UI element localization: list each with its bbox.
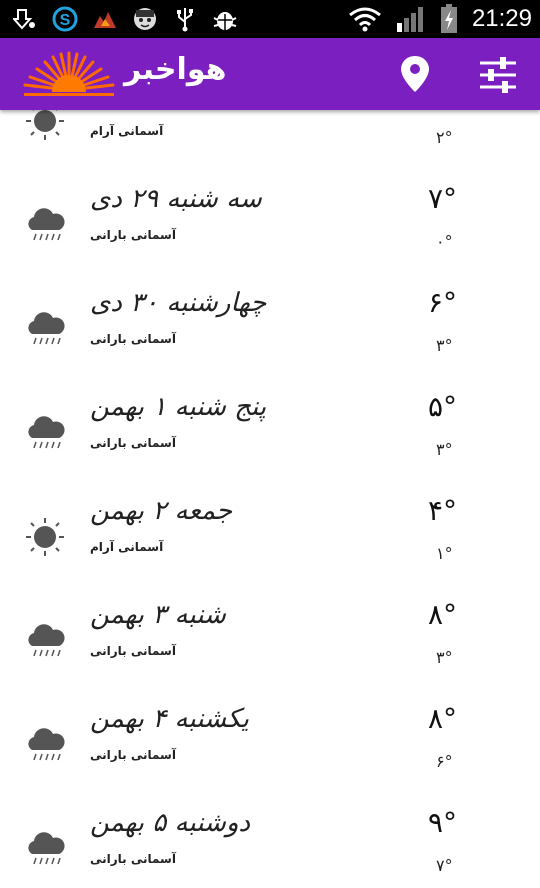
app-bar — [0, 38, 540, 110]
settings-button[interactable] — [478, 56, 518, 94]
forecast-day — [90, 110, 380, 124]
forecast-min-temp: ۶° — [436, 752, 453, 771]
settings-sliders-icon — [478, 56, 518, 94]
forecast-max-temp: ۶° — [428, 286, 458, 319]
forecast-min-temp: ۰° — [436, 232, 453, 251]
forecast-min-temp: ۲° — [436, 128, 453, 147]
forecast-description: آسمانی بارانی — [90, 228, 176, 242]
android-debug-icon — [212, 6, 238, 32]
forecast-day: سه شنبه ۲۹ دی — [90, 184, 262, 214]
forecast-day: پنج شنبه ۱ بهمن — [90, 392, 267, 422]
forecast-description: آسمانی بارانی — [90, 644, 176, 658]
forecast-max-temp: ۴° — [428, 494, 458, 527]
sun-icon — [24, 516, 66, 558]
battery-charging-icon — [440, 6, 458, 32]
forecast-description: آسمانی آرام — [90, 540, 164, 554]
location-button[interactable] — [396, 54, 434, 94]
forecast-min-temp: ۳° — [436, 440, 453, 459]
forecast-min-temp: ۳° — [436, 336, 453, 355]
forecast-day: چهارشنبه ۳۰ دی — [90, 288, 267, 318]
signal-icon — [396, 6, 426, 32]
forecast-description: آسمانی آرام — [90, 124, 164, 138]
forecast-day: شنبه ۳ بهمن — [90, 600, 226, 630]
usb-icon — [172, 6, 198, 32]
download-icon — [12, 6, 38, 32]
rain-cloud-icon — [24, 308, 66, 350]
forecast-row[interactable] — [0, 182, 540, 286]
location-pin-icon — [396, 54, 434, 94]
rain-cloud-icon — [24, 724, 66, 766]
status-bar — [0, 0, 540, 38]
rain-cloud-icon — [24, 204, 66, 246]
forecast-min-temp: ۷° — [436, 856, 453, 875]
forecast-row[interactable] — [0, 390, 540, 494]
forecast-max-temp: ۵° — [428, 390, 458, 423]
face-app-icon — [132, 6, 158, 32]
forecast-description: آسمانی بارانی — [90, 748, 176, 762]
forecast-row[interactable] — [0, 110, 540, 182]
forecast-description: آسمانی بارانی — [90, 436, 176, 450]
app-title: هواخبر — [124, 52, 227, 87]
svg-text:S: S — [59, 12, 71, 29]
forecast-max-temp: ۹° — [428, 806, 458, 839]
fire-app-icon — [92, 6, 118, 32]
forecast-row[interactable] — [0, 806, 540, 888]
forecast-max-temp: ۷° — [428, 182, 458, 215]
forecast-list[interactable] — [0, 110, 540, 888]
skype-icon — [52, 6, 78, 32]
rain-cloud-icon — [24, 828, 66, 870]
forecast-row[interactable] — [0, 494, 540, 598]
forecast-day: دوشنبه ۵ بهمن — [90, 808, 251, 838]
forecast-description: آسمانی بارانی — [90, 852, 176, 866]
rain-cloud-icon — [24, 412, 66, 454]
sun-icon — [24, 110, 66, 142]
forecast-min-temp: ۱° — [436, 544, 453, 563]
forecast-row[interactable] — [0, 598, 540, 702]
forecast-day: جمعه ۲ بهمن — [90, 496, 233, 526]
forecast-min-temp: ۳° — [436, 648, 453, 667]
forecast-row[interactable] — [0, 702, 540, 806]
forecast-description: آسمانی بارانی — [90, 332, 176, 346]
status-clock: 21:29 — [471, 5, 532, 32]
wifi-icon — [348, 6, 382, 32]
forecast-day: یکشنبه ۴ بهمن — [90, 704, 249, 734]
forecast-row[interactable] — [0, 286, 540, 390]
rain-cloud-icon — [24, 620, 66, 662]
forecast-max-temp: ۸° — [428, 702, 458, 735]
sunrise-logo-icon — [22, 50, 116, 100]
forecast-max-temp: ۸° — [428, 598, 458, 631]
